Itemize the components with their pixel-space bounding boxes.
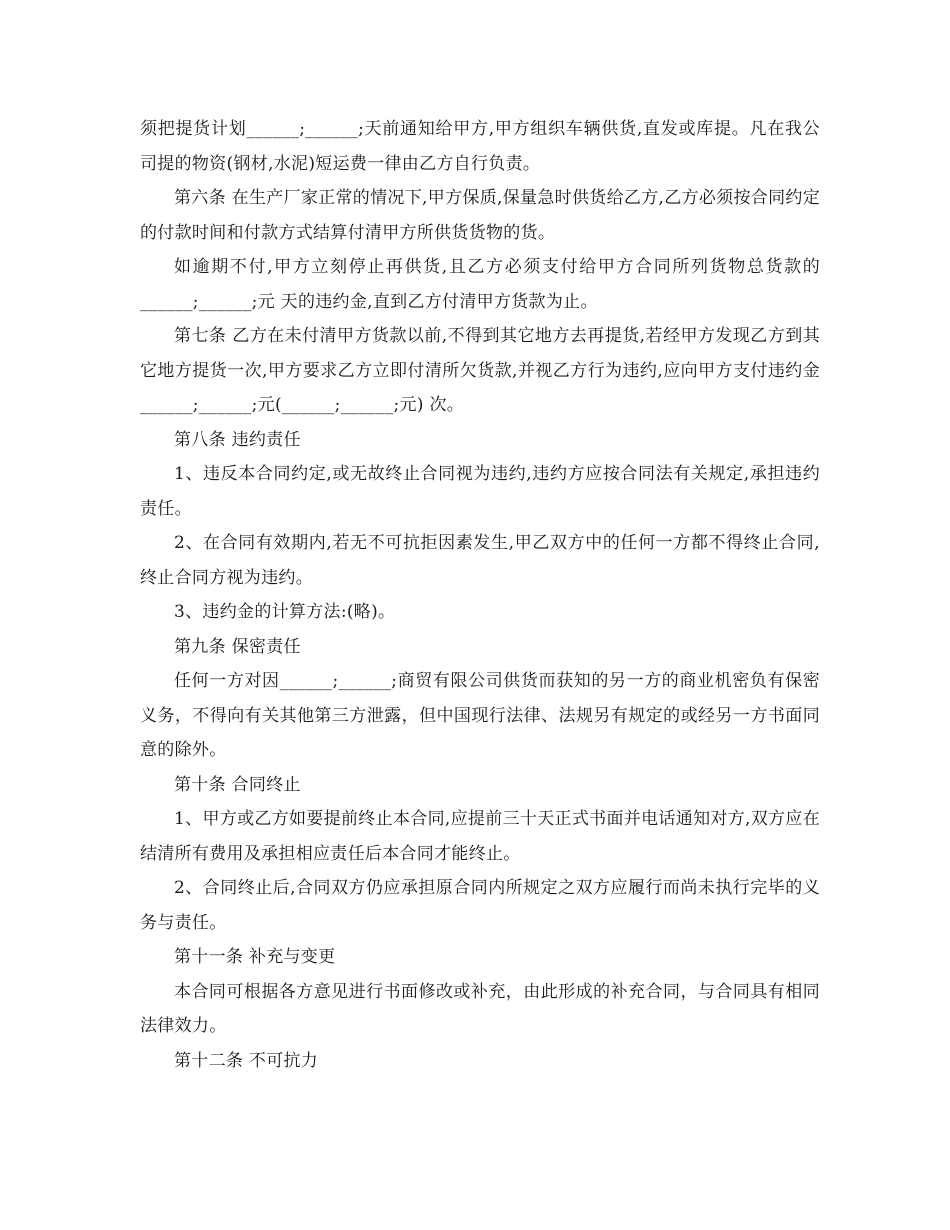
paragraph-amendment: 本合同可根据各方意见进行书面修改或补充，由此形成的补充合同，与合同具有相同法律效力。 (140, 981, 820, 1036)
paragraph-termination-2: 2、合同终止后,合同双方仍应承担原合同内所规定之双方应履行而尚未执行完毕的义务与责任。 (140, 878, 820, 933)
paragraph-article-6: 第六条 在生产厂家正常的情况下,甲方保质,保量急时供货给乙方,乙方必须按合同约定的付款时间和付款方式结算付清甲方所供货货物的货。 (140, 188, 820, 243)
paragraph-breach-2: 2、在合同有效期内,若无不可抗拒因素发生,甲乙双方中的任何一方都不得终止合同,终止合同方视为违约。 (140, 533, 820, 588)
heading-article-11: 第十一条 补充与变更 (174, 947, 336, 967)
paragraph-breach-1: 1、违反本合同约定,或无故终止合同视为违约,违约方应按合同法有关规定,承担违约责任。 (140, 464, 820, 519)
paragraph-termination-1: 1、甲方或乙方如要提前终止本合同,应提前三十天正式书面并电话通知对方,双方应在结清所有费用及承担相应责任后本合同才能终止。 (140, 809, 820, 864)
heading-article-10: 第十条 合同终止 (174, 774, 301, 795)
paragraph-breach-3: 3、违约金的计算方法:(略)。 (174, 602, 396, 622)
paragraph-article-7: 第七条 乙方在未付清甲方货款以前,不得到其它地方去再提货,若经甲方发现乙方到其它地方提货一次,甲方要求乙方立即付清所欠货款,并视乙方行为违约,应向甲方支付违约金______;______;元(______;______;元) 次。 (140, 326, 820, 415)
paragraph-delivery-plan: 须把提货计划______;______;天前通知给甲方,甲方组织车辆供货,直发或库提。凡在我公司提的物资(钢材,水泥)短运费一律由乙方自行负责。 (140, 119, 820, 174)
heading-article-9: 第九条 保密责任 (174, 636, 301, 657)
paragraph-overdue-payment: 如逾期不付,甲方立刻停止再供货,且乙方必须支付给甲方合同所列货物总货款的______;______;元 天的违约金,直到乙方付清甲方货款为止。 (140, 257, 820, 312)
document-body (140, 112, 820, 1078)
heading-article-8: 第八条 违约责任 (174, 429, 301, 450)
heading-article-12: 第十二条 不可抗力 (174, 1050, 319, 1071)
paragraph-confidentiality: 任何一方对因______;______;商贸有限公司供货而获知的另一方的商业机密负有保密义务，不得向有关其他第三方泄露，但中国现行法律、法规另有规定的或经另一方书面同意的除外。 (140, 671, 820, 760)
